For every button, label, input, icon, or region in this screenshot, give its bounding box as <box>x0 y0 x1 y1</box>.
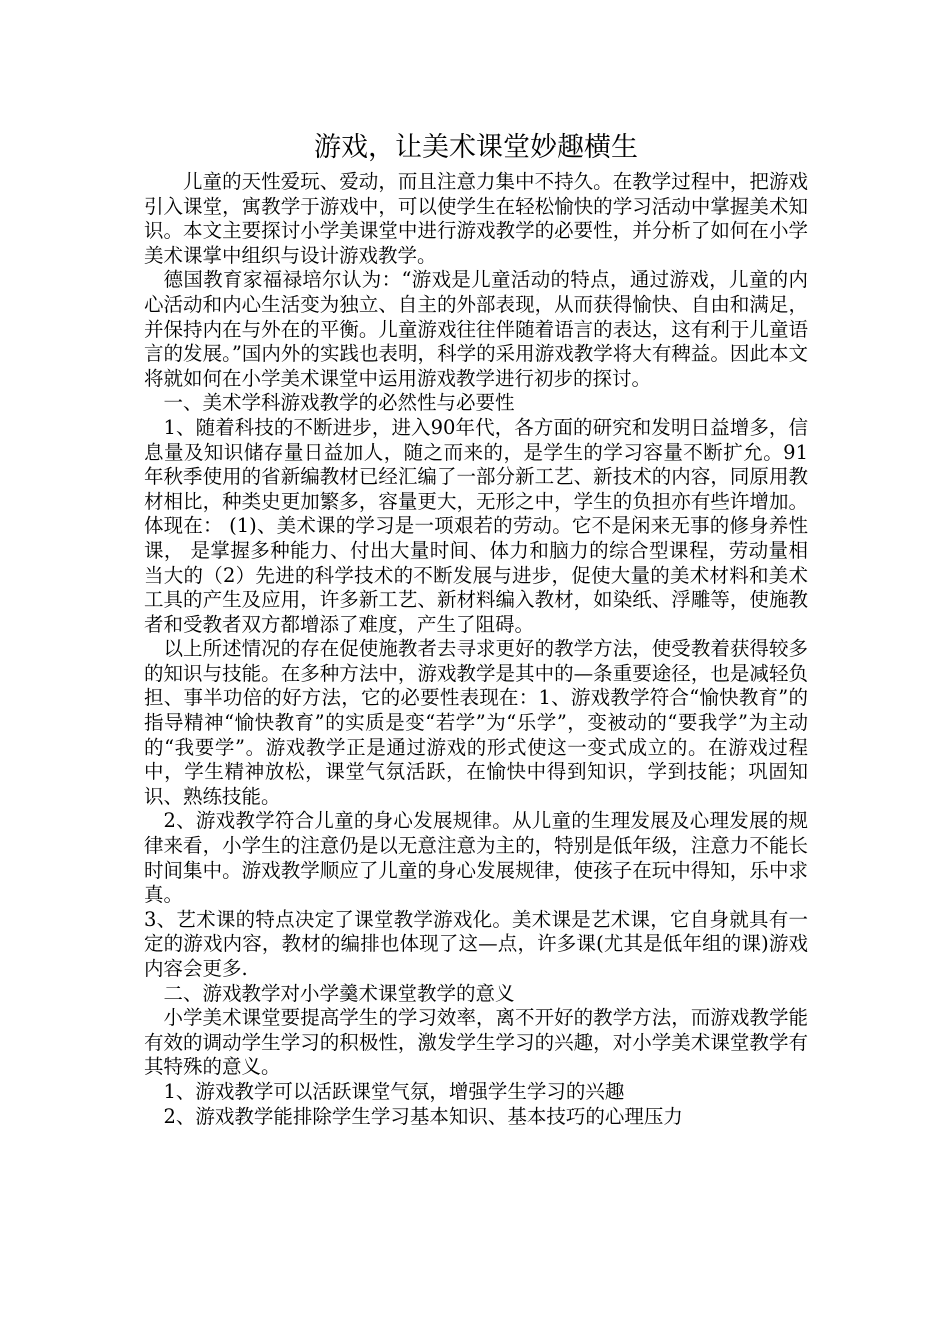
section-heading-2: 二、游戏教学对小学羹术课堂教学的意义 <box>163 981 515 1005</box>
list-item-2: 2、游戏教学能排除学生学习基本知识、基本技巧的心理压力 <box>163 1104 683 1128</box>
paragraph-point-1: 1、随着科技的不断进步，进入90年代，各方面的研究和发明日益增多，信息量及知识储存量日益加人，随之而来的，是学生的学习容量不断扩允。91年秋季使用的省新编教材已经汇编了一部分新工艺、新技术的内容，同原用教材相比，种类史更加繁多，容量更大，无形之中，学生的负担亦有些许增加。体现在： (1)、美术课的学习是一项艰若的劳动。它不是闲来无事的修身养性课， 是掌握多种能力、付出大量时间、体力和脑力的综合型课程，劳动量相当大的（2）先进的科学技术的不断发展与进步，促使大量的美术材料和美术工具的产生及应用，许多新工艺、新材料编入教材，如染纸、浮雕等，使施教者和受教者双方都增添了难度，产生了阻碍。 <box>144 415 808 636</box>
document-title: 游戏，让美术课堂妙趣横生 <box>314 132 638 163</box>
paragraph-point-2: 2、游戏教学符合儿童的身心发展规律。从儿童的生理发展及心理发展的规律来看，小学生的注意仍是以无意注意为主的，特别是低年级，注意力不能长时间集中。游戏教学顺应了儿童的身心发展规律，使孩子在玩中得知，乐中求真。 <box>144 809 808 907</box>
document-page <box>144 128 808 1129</box>
paragraph-point-3: 3、艺术课的特点决定了课堂教学游戏化。美术课是艺术课，它自身就具有一定的游戏内容，教材的编排也体现了这—点，许多课(尤其是低年组的课)游戏内容会更多. <box>144 907 808 980</box>
section-heading-1: 一、美术学科游戏教学的必然性与必要性 <box>163 391 515 415</box>
paragraph-froebel-quote: 德国教育家福禄培尔认为：“游戏是儿童活动的特点，通过游戏，儿童的内心活动和内心生活变为独立、自主的外部表现，从而获得愉快、自由和满足，并保持内在与外在的平衡。儿童游戏往往伴随着语言的表达，这有利于儿童语言的发展。”国内外的实践也表明，科学的采用游戏教学将大有稗益。因此本文将就如何在小学美术课堂中运用游戏教学进行初步的探讨。 <box>144 268 808 390</box>
paragraph-necessity: 以上所述情况的存在促使施教者去寻求更好的教学方法，使受教着获得较多的知识与技能。在多种方法中，游戏教学是其中的—条重要途径，也是减轻负担、事半功倍的好方法，它的必要性表现在：1、游戏教学符合“愉快教育”的指导精神“愉快教育”的实质是变“若学”为“乐学”，变被动的“要我学”为主动的“我要学”。游戏教学正是通过游戏的形式使这一变式成立的。在游戏过程中，学生精神放松，课堂气氛活跃，在愉快中得到知识，学到技能；巩固知识、熟练技能。 <box>144 637 808 808</box>
paragraph-significance: 小学美术课堂要提高学生的学习效率，离不开好的教学方法，而游戏教学能有效的调动学生学习的积极性，激发学生学习的兴趣，对小学美术课堂教学有其特殊的意义。 <box>144 1006 808 1079</box>
list-item-1: 1、游戏教学可以活跃课堂气氛，增强学生学习的兴趣 <box>163 1079 625 1103</box>
paragraph-intro: 儿童的天性爱玩、爱动，而且注意力集中不持久。在教学过程中，把游戏引入课堂，寓教学于游戏中，可以使学生在轻松愉快的学习活动中掌握美术知识。本文主要探讨小学美课堂中进行游戏教学的必要性，并分析了如何在小学美术课掌中组织与设计游戏教学。 <box>144 170 808 267</box>
